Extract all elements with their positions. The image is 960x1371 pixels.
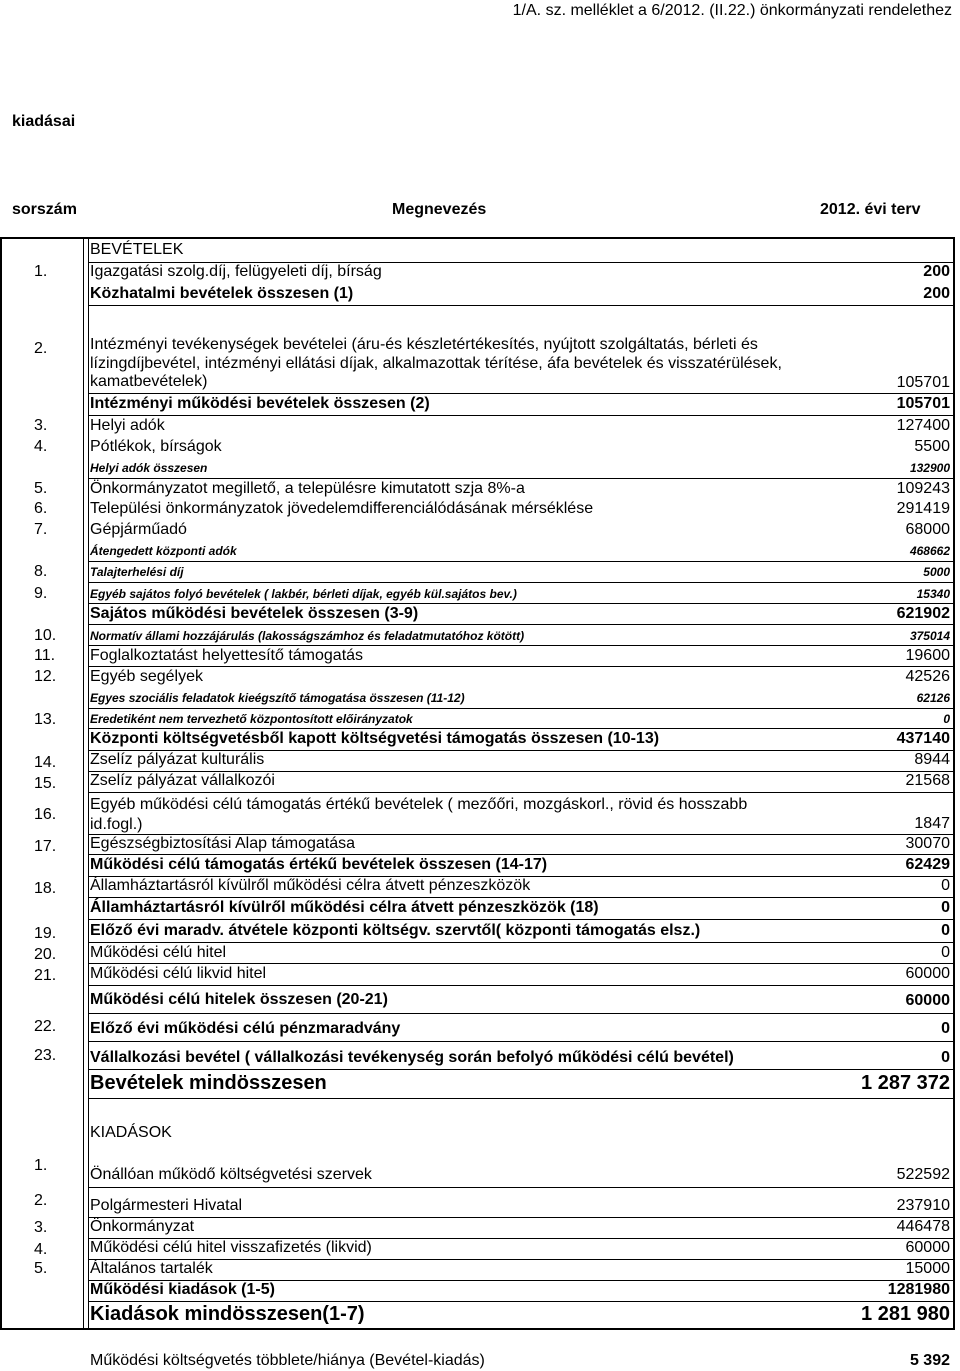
column-divider-name	[88, 237, 89, 1330]
row-divider	[88, 919, 953, 920]
row-value: 237910	[896, 1197, 950, 1214]
row-divider	[88, 1069, 953, 1070]
row-value: 1281980	[887, 1281, 950, 1298]
row-value: 15340	[916, 587, 950, 601]
row-label: Kiadások mindösszesen(1-7)	[90, 1303, 365, 1325]
row-label: Helyi adók	[90, 417, 165, 434]
row-divider	[88, 624, 953, 625]
balance-value: 5 392	[909, 1352, 950, 1369]
row-divider	[88, 897, 953, 898]
row-label: Előző évi maradv. átvétele központi költségv. szervtől( központi támogatás elsz.)	[90, 922, 701, 939]
row-label: Államháztartásról kívülről működési célra átvett pénzeszközök (18)	[90, 899, 599, 916]
row-value: 68000	[905, 521, 950, 538]
row-label: Talajterhelési díj	[90, 565, 184, 579]
row-value: 200	[923, 285, 950, 302]
regulation-reference: 1/A. sz. melléklet a 6/2012. (II.22.) önkormányzati rendelethez	[512, 2, 952, 19]
row-value: 8944	[914, 751, 950, 768]
row-value: 60000	[905, 965, 950, 982]
row-label: Bevételek mindösszesen	[90, 1072, 327, 1094]
row-divider	[88, 478, 953, 479]
row-value: 0	[941, 944, 950, 961]
row-number: 15.	[34, 775, 57, 792]
income-section-title: BEVÉTELEK	[90, 241, 184, 258]
row-divider	[88, 666, 953, 667]
row-value: 127400	[896, 417, 950, 434]
row-label: Pótlékok, bírságok	[90, 438, 222, 455]
row-number: 3.	[34, 417, 48, 434]
row-label: Egyéb segélyek	[90, 668, 203, 685]
row-value: 437140	[896, 730, 950, 747]
row-value: 5500	[914, 438, 950, 455]
row-number: 17.	[34, 838, 57, 855]
row-divider	[88, 1041, 953, 1042]
row-divider	[88, 393, 953, 394]
row-number: 13.	[34, 711, 57, 728]
row-label: Zselíz pályázat kulturális	[90, 751, 265, 768]
row-number: 4.	[34, 1241, 48, 1258]
row-divider	[88, 792, 953, 793]
row-label: Intézményi működési bevételek összesen (2)	[90, 395, 430, 412]
row-value: 105701	[896, 374, 950, 391]
row-value: 522592	[896, 1166, 950, 1183]
row-label: Normatív állami hozzájárulás (lakosságszámhoz és feladatmutatóhoz kötött)	[90, 629, 525, 643]
row-label: Átengedett központi adók	[90, 544, 237, 558]
row-label: Zselíz pályázat vállalkozói	[90, 772, 275, 789]
row-divider	[88, 1013, 953, 1014]
row-divider	[88, 1259, 953, 1260]
row-label: Vállalkozási bevétel ( vállalkozási tevékenység során befolyó működési célú bevétel)	[90, 1049, 734, 1066]
row-number: 20.	[34, 946, 57, 963]
row-number: 21.	[34, 967, 57, 984]
row-label: Gépjárműadó	[90, 521, 187, 538]
row-value: 621902	[896, 605, 950, 622]
row-value: 21568	[905, 772, 950, 789]
row-divider	[88, 985, 953, 986]
row-number: 22.	[34, 1018, 57, 1035]
row-label: Előző évi működési célú pénzmaradvány	[90, 1020, 401, 1037]
row-value: 19600	[905, 647, 950, 664]
row-number: 16.	[34, 806, 57, 823]
row-number: 5.	[34, 480, 48, 497]
row-value: 60000	[905, 1239, 950, 1256]
row-number: 1.	[34, 263, 48, 280]
row-value: 0	[941, 922, 950, 939]
row-value: 291419	[896, 500, 950, 517]
column-header-name: Megnevezés	[392, 201, 487, 218]
row-value: 105701	[896, 395, 950, 412]
row-divider	[88, 582, 953, 583]
row-label: Önállóan működő költségvetési szervek	[90, 1166, 372, 1183]
column-header-plan: 2012. évi terv	[820, 201, 921, 218]
row-label: Közhatalmi bevételek összesen (1)	[90, 285, 354, 302]
row-value: 42526	[905, 668, 950, 685]
row-divider	[88, 708, 953, 709]
row-value: 0	[943, 712, 950, 726]
row-label: Működési célú hitelek összesen (20-21)	[90, 991, 388, 1008]
row-label: Települési önkormányzatok jövedelemdifferenciálódásának mérséklése	[90, 500, 594, 517]
row-label: Önkormányzatot megillető, a településre kimutatott szja 8%-a	[90, 480, 525, 497]
row-value: 5000	[923, 565, 950, 579]
row-value: 468662	[909, 544, 950, 558]
row-value: 1 281 980	[861, 1303, 950, 1325]
row-value: 62126	[916, 691, 950, 705]
row-value: 30070	[905, 835, 950, 852]
column-divider-number	[83, 237, 84, 1330]
row-value: 0	[941, 877, 950, 894]
row-divider	[88, 1187, 953, 1188]
row-value: 60000	[905, 992, 950, 1009]
row-value: 0	[941, 899, 950, 916]
row-label: Egészségbiztosítási Alap támogatása	[90, 835, 356, 852]
row-number: 7.	[34, 521, 48, 538]
row-label: Működési célú támogatás értékű bevételek összesen (14-17)	[90, 856, 548, 873]
row-number: 12.	[34, 668, 57, 685]
row-number: 18.	[34, 880, 57, 897]
row-number: 8.	[34, 563, 48, 580]
row-number: 3.	[34, 1219, 48, 1236]
row-number: 11.	[34, 647, 56, 664]
row-label: Egyéb sajátos folyó bevételek ( lakbér, bérleti díjak, egyéb kül.sajátos bev.)	[90, 587, 517, 601]
row-divider	[88, 728, 953, 729]
row-number: 6.	[34, 500, 48, 517]
expense-section-title: KIADÁSOK	[90, 1124, 172, 1141]
row-divider	[88, 854, 953, 855]
row-number: 2.	[34, 1192, 48, 1209]
row-label: Általános tartalék	[90, 1260, 213, 1277]
row-label: Polgármesteri Hivatal	[90, 1197, 243, 1214]
row-number: 10.	[34, 627, 57, 644]
row-value: 62429	[905, 856, 950, 873]
row-label: Helyi adók összesen	[90, 461, 208, 475]
row-label: Működési célú hitel	[90, 944, 227, 961]
row-value: 0	[941, 1020, 950, 1037]
row-label: Intézményi tevékenységek bevételei (áru-és készletértékesítés, nyújtott szolgáltatás, bérleti és lízingdíjbevétel, intézményi ellátási díjak, alkalmazottak térítése, áfa bevételek és visszatérülések, kamatbevételek)	[90, 336, 782, 390]
row-value: 375014	[909, 629, 950, 643]
row-value: 1 287 372	[861, 1072, 950, 1094]
row-divider	[88, 561, 953, 562]
row-divider	[88, 603, 953, 604]
row-number: 2.	[34, 340, 48, 357]
row-divider	[88, 942, 953, 943]
column-header-number: sorszám	[12, 201, 77, 218]
row-value: 132900	[909, 461, 950, 475]
row-number: 19.	[34, 925, 57, 942]
row-label: Központi költségvetésből kapott költségvetési támogatás összesen (10-13)	[90, 730, 660, 747]
row-divider	[88, 963, 953, 964]
row-value: 109243	[896, 480, 950, 497]
row-value: 1847	[914, 815, 950, 832]
row-value: 446478	[896, 1218, 950, 1235]
page-subtitle: kiadásai	[12, 113, 76, 130]
row-label: Igazgatási szolg.díj, felügyeleti díj, bírság	[90, 263, 382, 280]
row-divider	[88, 415, 953, 416]
row-label: Működési célú hitel visszafizetés (likvid)	[90, 1239, 372, 1256]
row-label: Működési kiadások (1-5)	[90, 1281, 275, 1298]
row-label: Sajátos működési bevételek összesen (3-9)	[90, 605, 419, 622]
row-label: Önkormányzat	[90, 1218, 195, 1235]
row-value: 15000	[905, 1260, 950, 1277]
row-number: 5.	[34, 1260, 48, 1277]
row-divider	[88, 1301, 953, 1302]
row-divider	[88, 305, 953, 306]
row-number: 9.	[34, 585, 48, 602]
row-label: Foglalkoztatást helyettesítő támogatás	[90, 647, 364, 664]
row-label: Eredetiként nem tervezhető központosított előirányzatok	[90, 712, 413, 726]
row-value: 0	[941, 1049, 950, 1066]
row-label: Működési célú likvid hitel	[90, 965, 267, 982]
row-number: 4.	[34, 438, 48, 455]
row-number: 1.	[34, 1157, 48, 1174]
balance-label: Működési költségvetés többlete/hiánya (Bevétel-kiadás)	[90, 1352, 485, 1369]
row-divider	[88, 1098, 953, 1099]
row-label: Egyéb működési célú támogatás értékű bevételek ( mezőőri, mozgáskorl., rövid és hosszabb id.fogl.)	[90, 796, 748, 833]
row-number: 23.	[34, 1047, 57, 1064]
row-divider	[88, 645, 953, 646]
row-number: 14.	[34, 754, 57, 771]
row-label: Államháztartásról kívülről működési célra átvett pénzeszközök	[90, 877, 531, 894]
row-label: Egyes szociális feladatok kieégszítő támogatása összesen (11-12)	[90, 691, 465, 705]
row-divider	[88, 1217, 953, 1218]
row-value: 200	[923, 263, 950, 280]
